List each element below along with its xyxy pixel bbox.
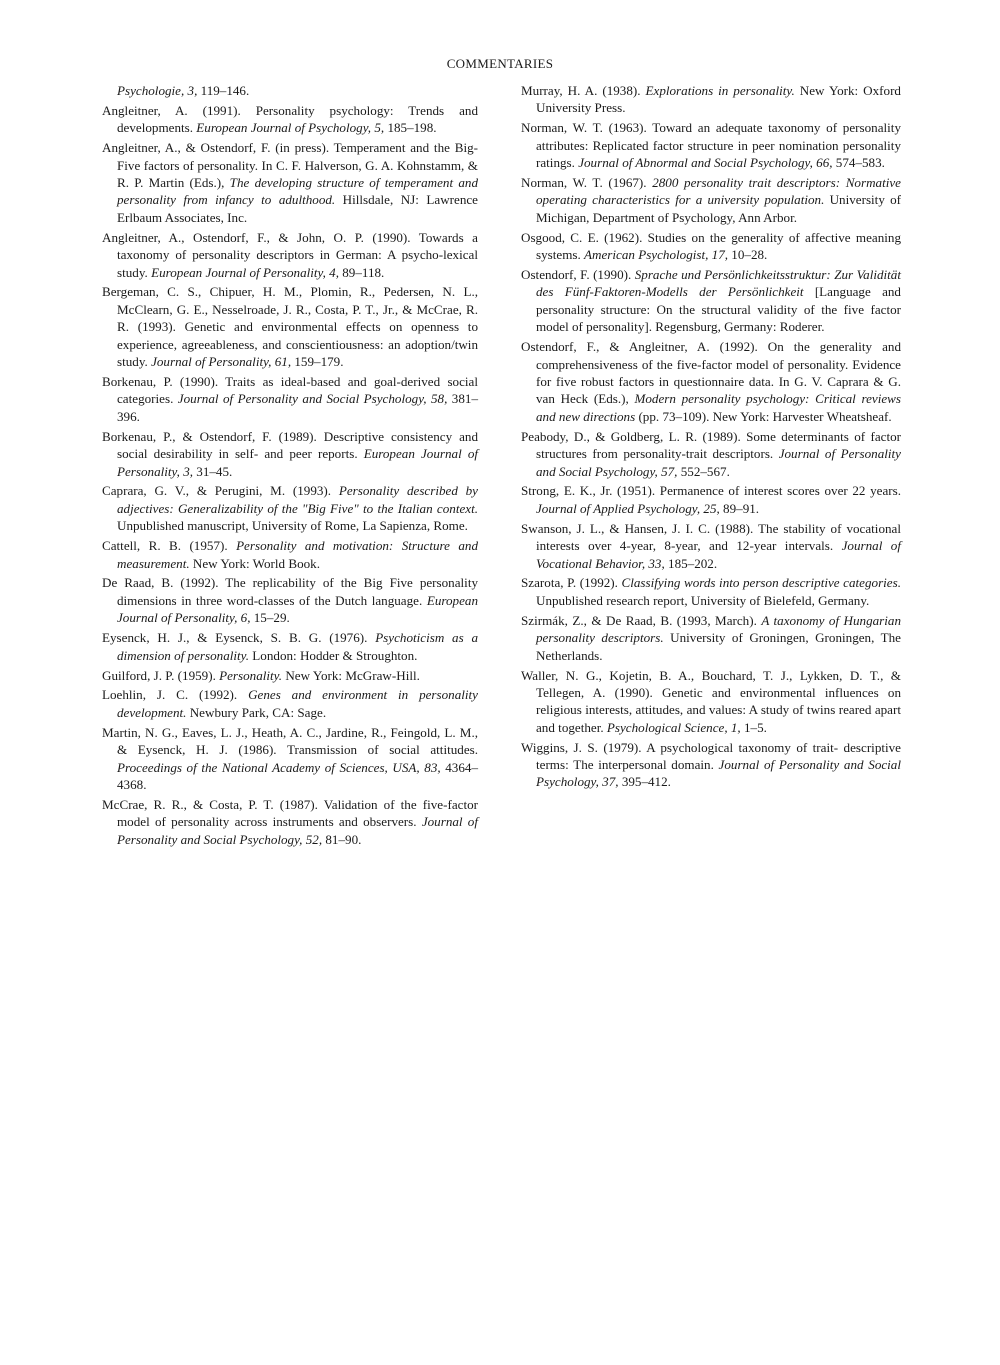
reference-text: Norman, W. T. (1963). Toward an adequate taxonomy of personality attributes: Replicated factor structure in peer nomination personality ratings.	[521, 120, 901, 171]
reference-text: Unpublished research report, University of Bielefeld, Germany.	[536, 592, 870, 608]
reference-entry	[102, 283, 478, 370]
references-right-column	[521, 82, 901, 793]
reference-title: Journal of Personality and Social Psychology, 52,	[117, 814, 478, 847]
reference-title: Journal of Applied Psychology, 25,	[536, 500, 720, 516]
reference-text: Loehlin, J. C. (1992).	[102, 687, 249, 703]
reference-entry	[102, 796, 478, 848]
page-header: COMMENTARIES	[446, 56, 554, 71]
reference-text: Murray, H. A. (1938).	[521, 83, 646, 98]
reference-entry	[102, 482, 478, 534]
reference-title: European Journal of Personality, 3,	[117, 446, 478, 479]
reference-text: Ostendorf, F., & Angleitner, A. (1992). On the generality and comprehensiveness of the five-factor model of personality. Evidence for five robust factors in questionnaire data. In G. V. Caprara & G. van Heck (Eds.),	[521, 339, 901, 407]
reference-entry	[102, 667, 478, 684]
reference-title: Journal of Personality and Social Psychology, 57,	[536, 446, 901, 479]
reference-text: University of Groningen, Groningen, The Netherlands.	[536, 630, 901, 663]
reference-text: Ostendorf, F. (1990).	[521, 267, 635, 283]
reference-text: 15–29.	[250, 610, 290, 626]
reference-entry	[102, 82, 478, 99]
reference-title: A taxonomy of Hungarian personality descriptors.	[536, 612, 901, 646]
reference-entry	[102, 574, 478, 626]
reference-text: De Raad, B. (1992). The replicability of the Big Five personality dimensions in three word-classes of the Dutch language.	[102, 575, 478, 608]
reference-text: 89–118.	[338, 264, 385, 280]
reference-title: Psychologie, 3,	[117, 83, 198, 98]
reference-entry	[521, 612, 901, 664]
reference-text: 4364–4368.	[117, 759, 478, 792]
reference-text: 10–28.	[728, 247, 768, 263]
reference-text: (pp. 73–109). New York: Harvester Wheatsheaf.	[635, 408, 892, 424]
reference-text: 185–202.	[664, 555, 718, 571]
reference-text: 81–90.	[322, 831, 362, 847]
reference-text: Caprara, G. V., & Perugini, M. (1993).	[102, 483, 339, 499]
reference-text: 159–179.	[291, 354, 344, 370]
reference-title: Psychoticism as a dimension of personality.	[117, 630, 478, 663]
reference-text: Peabody, D., & Goldberg, L. R. (1989). Some determinants of factor structures from personality-trait descriptors.	[521, 428, 901, 462]
reference-title: Proceedings of the National Academy of Sciences, USA, 83,	[117, 759, 441, 775]
reference-entry	[521, 520, 901, 572]
reference-entry	[102, 139, 478, 226]
reference-entry	[521, 119, 901, 171]
reference-text: 31–45.	[193, 463, 233, 479]
reference-text: 119–146.	[197, 83, 250, 98]
reference-text: Swanson, J. L., & Hansen, J. I. C. (1988). The stability of vocational interests over 4-year, 8-year, and 12-year intervals.	[521, 520, 901, 554]
reference-text: London: Hodder & Stroughton.	[249, 647, 418, 663]
reference-text: Szirmák, Z., & De Raad, B. (1993, March).	[521, 612, 762, 628]
reference-entry	[102, 686, 478, 721]
reference-text: 1–5.	[740, 719, 767, 735]
reference-text: [Language and personality structure: On the structural validity of the five factor model of personality]. Regensburg, Germany: Roderer.	[536, 284, 901, 335]
reference-text: Newbury Park, CA: Sage.	[186, 704, 327, 720]
reference-title: European Journal of Psychology, 5,	[196, 120, 385, 136]
reference-title: Genes and environment in personality development.	[117, 687, 478, 720]
reference-entry	[102, 724, 478, 794]
reference-text: Osgood, C. E. (1962). Studies on the generality of affective meaning systems.	[521, 229, 901, 263]
reference-title: Personality described by adjectives: Generalizability of the "Big Five" to the Italian context.	[117, 483, 478, 516]
reference-entry	[102, 229, 478, 281]
reference-title: Classifying words into person descriptive categories.	[621, 575, 901, 591]
reference-text: Angleitner, A. (1991). Personality psychology: Trends and developments.	[102, 102, 478, 136]
reference-entry	[102, 537, 478, 572]
reference-text: 552–567.	[677, 463, 730, 479]
reference-title: Journal of Abnormal and Social Psychology, 66,	[578, 155, 833, 171]
reference-text: Guilford, J. P. (1959).	[102, 667, 220, 683]
reference-entry	[521, 338, 901, 425]
reference-entry	[102, 373, 478, 425]
reference-entry	[521, 266, 901, 336]
reference-text: 395–412.	[618, 774, 671, 790]
reference-entry	[521, 667, 901, 737]
reference-text: Martin, N. G., Eaves, L. J., Heath, A. C., Jardine, R., Feingold, L. M., & Eysenck, H. J. (1986). Transmission of social attitudes.	[102, 724, 478, 758]
reference-title: 2800 personality trait descriptors: Normative operating characteristics for a university population.	[536, 175, 901, 208]
reference-title: Modern personality psychology: Critical reviews and new directions	[536, 391, 902, 424]
reference-title: Sprache und Persönlichkeitsstruktur: Zur Validität des Fünf-Faktoren-Modells der Persönlichkeit	[536, 267, 901, 300]
reference-title: Journal of Personality, 61,	[151, 354, 292, 370]
reference-text: New York: McGraw-Hill.	[282, 667, 420, 683]
reference-entry	[521, 739, 901, 791]
reference-text: Norman, W. T. (1967).	[521, 175, 653, 191]
reference-title: European Journal of Personality, 4,	[151, 264, 339, 280]
reference-text: McCrae, R. R., & Costa, P. T. (1987). Validation of the five-factor model of personality across instruments and observers.	[102, 796, 478, 830]
reference-text: Bergeman, C. S., Chipuer, H. M., Plomin, R., Pedersen, N. L., McClearn, G. E., Nesselroade, J. R., Costa, P. T., Jr., & McCrae, R. R. (1993). Genetic and environmental effects on openness to experience, agreeableness, and conscientiousness: an adoption/twin study.	[102, 284, 478, 370]
reference-title: Explorations in personality.	[645, 83, 795, 98]
reference-text: 185–198.	[384, 120, 437, 136]
reference-title: Psychological Science, 1,	[606, 719, 741, 735]
reference-title: Journal of Personality and Social Psychology, 37,	[536, 757, 901, 790]
reference-title: The developing structure of temperament and personality from infancy to adulthood.	[117, 175, 478, 208]
reference-title: Journal of Vocational Behavior, 33,	[536, 538, 901, 571]
reference-text: Borkenau, P. (1990). Traits as ideal-based and goal-derived social categories.	[102, 374, 478, 407]
reference-entry	[521, 574, 901, 609]
reference-title: European Journal of Personality, 6,	[117, 592, 478, 626]
reference-text: 574–583.	[832, 155, 885, 171]
reference-entry	[102, 102, 478, 137]
reference-text: Hillsdale, NJ: Lawrence Erlbaum Associates, Inc.	[117, 192, 478, 225]
reference-title: Journal of Personality and Social Psychology, 58,	[177, 391, 448, 407]
reference-text: University of Michigan, Department of Psychology, Ann Arbor.	[536, 192, 901, 225]
references-left-column	[102, 82, 478, 851]
reference-text: Szarota, P. (1992).	[521, 575, 622, 591]
reference-text: Unpublished manuscript, University of Rome, La Sapienza, Rome.	[117, 518, 468, 534]
reference-title: Personality and motivation: Structure and measurement.	[117, 538, 478, 571]
reference-title: American Psychologist, 17,	[584, 247, 729, 263]
reference-text: New York: Oxford University Press.	[536, 83, 901, 116]
reference-entry	[521, 229, 901, 264]
reference-text: Cattell, R. B. (1957).	[102, 538, 237, 554]
reference-entry	[521, 174, 901, 226]
reference-text: Borkenau, P., & Ostendorf, F. (1989). Descriptive consistency and social desirability in self- and peer reports.	[102, 428, 478, 462]
reference-title: Personality.	[219, 667, 283, 683]
reference-entry	[521, 82, 901, 117]
reference-text: Strong, E. K., Jr. (1951). Permanence of interest scores over 22 years.	[521, 483, 901, 499]
reference-entry	[102, 428, 478, 480]
reference-entry	[521, 482, 901, 517]
reference-text: 381–396.	[117, 391, 478, 424]
reference-text: Wiggins, J. S. (1979). A psychological taxonomy of trait- descriptive terms: The interpersonal domain.	[521, 739, 901, 773]
reference-text: 89–91.	[719, 500, 760, 516]
reference-entry	[521, 428, 901, 480]
reference-text: Eysenck, H. J., & Eysenck, S. B. G. (1976).	[102, 630, 376, 646]
reference-text: New York: World Book.	[189, 555, 320, 571]
reference-text: Waller, N. G., Kojetin, B. A., Bouchard, T. J., Lykken, D. T., & Tellegen, A. (1990). Genetic and environmental influences on religious interests, attitudes, and values: A study of twins reared apart and together.	[521, 667, 901, 735]
reference-entry	[102, 629, 478, 664]
reference-text: Angleitner, A., & Ostendorf, F. (in press). Temperament and the Big-Five factors of personality. In C. F. Halverson, G. A. Kohnstamm, & R. P. Martin (Eds.),	[102, 140, 478, 191]
reference-text: Angleitner, A., Ostendorf, F., & John, O. P. (1990). Towards a taxonomy of personality descriptors in German: A psycho-lexical study.	[102, 229, 478, 280]
